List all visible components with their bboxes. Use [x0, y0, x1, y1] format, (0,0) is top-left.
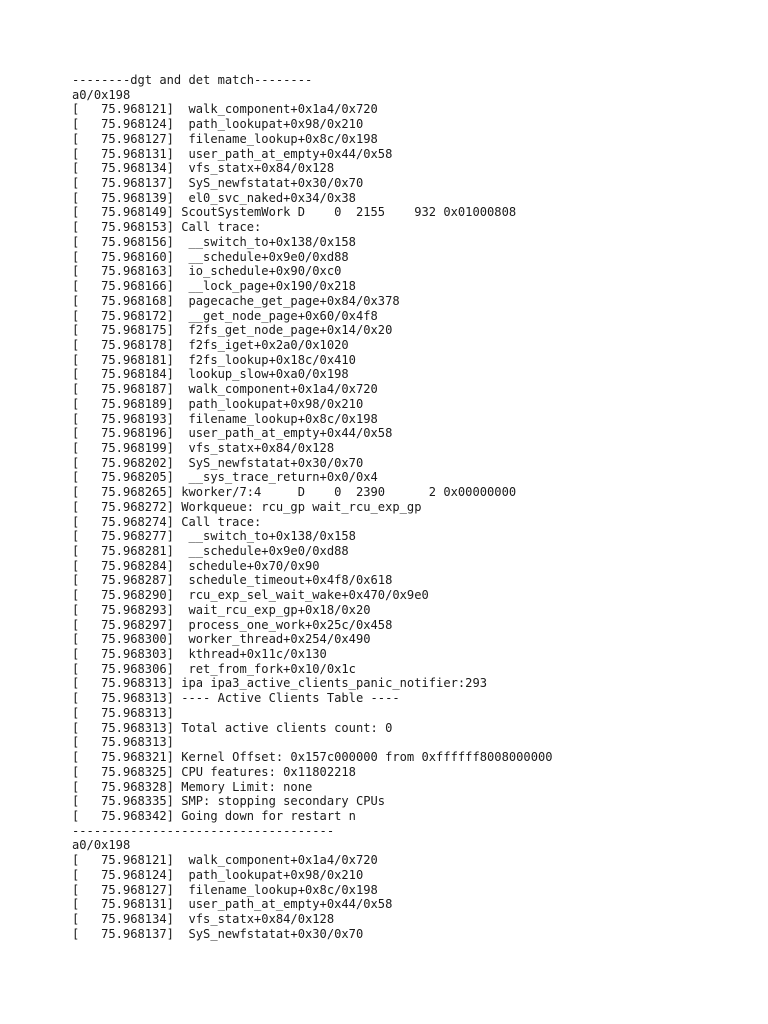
log-line: [ 75.968205] __sys_trace_return+0x0/0x4 [72, 470, 378, 485]
log-line: [ 75.968193] filename_lookup+0x8c/0x198 [72, 411, 378, 426]
log-line: [ 75.968284] schedule+0x70/0x90 [72, 558, 320, 573]
log-line: [ 75.968134] vfs_statx+0x84/0x128 [72, 911, 335, 926]
log-line: [ 75.968297] process_one_work+0x25c/0x458 [72, 617, 393, 632]
log-line: [ 75.968131] user_path_at_empty+0x44/0x58 [72, 897, 393, 912]
log-line: [ 75.968277] __switch_to+0x138/0x158 [72, 529, 356, 544]
log-line: [ 75.968121] walk_component+0x1a4/0x720 [72, 853, 378, 868]
log-line: [ 75.968163] io_schedule+0x90/0xc0 [72, 264, 342, 279]
log-line: [ 75.968313] [72, 705, 174, 720]
log-line: [ 75.968313] ipa ipa3_active_clients_panic_notifier:293 [72, 676, 488, 691]
log-line: [ 75.968124] path_lookupat+0x98/0x210 [72, 117, 364, 132]
log-line: [ 75.968175] f2fs_get_node_page+0x14/0x20 [72, 323, 393, 338]
log-line: [ 75.968325] CPU features: 0x11802218 [72, 764, 356, 779]
log-line: [ 75.968281] __schedule+0x9e0/0xd88 [72, 544, 349, 558]
log-line: [ 75.968124] path_lookupat+0x98/0x210 [72, 867, 364, 882]
log-line: [ 75.968166] __lock_page+0x190/0x218 [72, 279, 356, 294]
log-line: [ 75.968196] user_path_at_empty+0x44/0x58 [72, 426, 393, 441]
log-line: [ 75.968335] SMP: stopping secondary CPUs [72, 794, 386, 809]
log-line: [ 75.968160] __schedule+0x9e0/0xd88 [72, 249, 349, 264]
log-line: [ 75.968313] [72, 735, 174, 750]
log-line: [ 75.968131] user_path_at_empty+0x44/0x58 [72, 146, 393, 161]
log-line: [ 75.968189] path_lookupat+0x98/0x210 [72, 396, 364, 411]
log-line: a0/0x198 [72, 838, 131, 853]
log-line: [ 75.968199] vfs_statx+0x84/0x128 [72, 440, 335, 455]
log-line: [ 75.968274] Call trace: [72, 514, 262, 529]
log-line: [ 75.968293] wait_rcu_exp_gp+0x18/0x20 [72, 602, 371, 617]
log-line: [ 75.968178] f2fs_iget+0x2a0/0x1020 [72, 337, 349, 352]
log-line: [ 75.968153] Call trace: [72, 220, 262, 235]
log-line: [ 75.968184] lookup_slow+0xa0/0x198 [72, 367, 349, 382]
log-line: [ 75.968313] Total active clients count: 0 [72, 720, 393, 735]
log-line: [ 75.968137] SyS_newfstatat+0x30/0x70 [72, 926, 364, 941]
log-line: [ 75.968265] kworker/7:4 D 0 2390 2 0x00000000 [72, 485, 517, 500]
log-line: [ 75.968187] walk_component+0x1a4/0x720 [72, 382, 378, 397]
log-line: [ 75.968127] filename_lookup+0x8c/0x198 [72, 882, 378, 897]
log-line: [ 75.968321] Kernel Offset: 0x157c000000 from 0xffffff8008000000 [72, 750, 553, 765]
log-line: [ 75.968202] SyS_newfstatat+0x30/0x70 [72, 455, 364, 470]
log-line: [ 75.968272] Workqueue: rcu_gp wait_rcu_exp_gp [72, 499, 422, 514]
kernel-log-text [72, 73, 752, 941]
log-line: [ 75.968139] el0_svc_naked+0x34/0x38 [72, 190, 356, 205]
log-line: --------dgt and det match-------- [72, 73, 313, 87]
log-line: [ 75.968137] SyS_newfstatat+0x30/0x70 [72, 176, 364, 191]
log-line: ------------------------------------ [72, 823, 335, 838]
log-line: [ 75.968156] __switch_to+0x138/0x158 [72, 234, 356, 249]
log-line: a0/0x198 [72, 87, 131, 102]
log-line: [ 75.968290] rcu_exp_sel_wait_wake+0x470/0x9e0 [72, 588, 429, 603]
log-line: [ 75.968168] pagecache_get_page+0x84/0x378 [72, 293, 400, 308]
log-line: [ 75.968134] vfs_statx+0x84/0x128 [72, 161, 335, 176]
log-line: [ 75.968149] ScoutSystemWork D 0 2155 932 0x01000808 [72, 205, 517, 220]
log-line: [ 75.968328] Memory Limit: none [72, 779, 313, 794]
log-line: [ 75.968303] kthread+0x11c/0x130 [72, 647, 327, 662]
log-line: [ 75.968127] filename_lookup+0x8c/0x198 [72, 131, 378, 146]
log-line: [ 75.968306] ret_from_fork+0x10/0x1c [72, 661, 356, 676]
log-line: [ 75.968313] ---- Active Clients Table ---- [72, 691, 400, 706]
log-line: [ 75.968181] f2fs_lookup+0x18c/0x410 [72, 352, 356, 367]
log-line: [ 75.968172] __get_node_page+0x60/0x4f8 [72, 308, 378, 323]
log-line: [ 75.968300] worker_thread+0x254/0x490 [72, 632, 371, 647]
log-line: [ 75.968287] schedule_timeout+0x4f8/0x618 [72, 573, 393, 588]
log-line: [ 75.968342] Going down for restart n [72, 808, 356, 823]
log-line: [ 75.968121] walk_component+0x1a4/0x720 [72, 102, 378, 117]
